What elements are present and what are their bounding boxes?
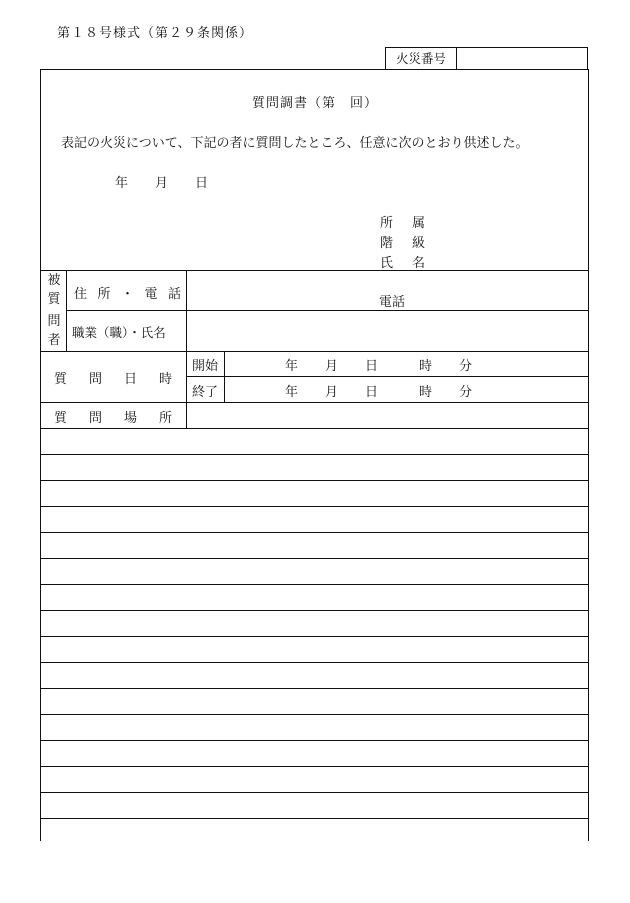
testimony-line bbox=[40, 714, 589, 715]
start-minute-unit: 分 bbox=[459, 359, 473, 374]
form-number: 第１８号様式（第２９条関係） bbox=[57, 26, 254, 41]
question-place-char: 質 bbox=[54, 411, 68, 426]
question-place-char: 問 bbox=[88, 411, 102, 426]
address-phone-char: 住 bbox=[74, 287, 88, 302]
question-place-label bbox=[54, 407, 172, 426]
end-label: 終了 bbox=[192, 385, 219, 400]
rank-char: 級 bbox=[411, 236, 425, 251]
testimony-line bbox=[40, 766, 589, 767]
table-rule bbox=[40, 402, 589, 403]
address-phone-char: 電 bbox=[144, 287, 158, 302]
subject-label-char: 者 bbox=[47, 333, 61, 348]
start-label: 開始 bbox=[192, 359, 219, 374]
date-year-label: 年 bbox=[115, 176, 129, 191]
name-char: 名 bbox=[411, 256, 425, 271]
subject-label-char: 被 bbox=[47, 273, 61, 288]
testimony-line bbox=[40, 636, 589, 637]
question-datetime-char: 日 bbox=[123, 372, 137, 387]
table-rule bbox=[40, 428, 589, 429]
start-month-unit: 月 bbox=[325, 359, 339, 374]
fire-number-field[interactable] bbox=[458, 48, 587, 69]
testimony-line bbox=[40, 818, 589, 819]
question-place-char: 場 bbox=[123, 411, 137, 426]
testimony-line bbox=[40, 558, 589, 559]
end-minute-unit: 分 bbox=[459, 385, 473, 400]
start-hour-unit: 時 bbox=[419, 359, 433, 374]
testimony-line bbox=[40, 584, 589, 585]
rank-char: 階 bbox=[380, 236, 394, 251]
address-phone-char: 所 bbox=[97, 287, 111, 302]
question-datetime-char: 時 bbox=[158, 372, 172, 387]
testimony-line bbox=[40, 610, 589, 611]
end-month-unit: 月 bbox=[325, 385, 339, 400]
table-rule bbox=[66, 310, 589, 311]
testimony-line bbox=[40, 662, 589, 663]
start-day-unit: 日 bbox=[365, 359, 379, 374]
table-rule bbox=[224, 351, 225, 402]
affiliation-char: 所 bbox=[380, 216, 394, 231]
testimony-line bbox=[40, 480, 589, 481]
question-datetime-char: 質 bbox=[54, 372, 68, 387]
address-phone-char: 話 bbox=[167, 287, 181, 302]
document-title: 質問調書（第 回） bbox=[251, 96, 378, 111]
occupation-name-label: 職業（職）・氏名 bbox=[72, 325, 166, 340]
address-phone-char: ・ bbox=[120, 287, 134, 302]
name-char: 氏 bbox=[380, 256, 394, 271]
question-datetime-label bbox=[54, 368, 172, 387]
date-month-label: 月 bbox=[155, 176, 169, 191]
testimony-line bbox=[40, 740, 589, 741]
address-phone-label bbox=[74, 283, 181, 302]
fire-number-label: 火災番号 bbox=[386, 48, 457, 69]
table-rule bbox=[40, 351, 589, 352]
fire-number-box bbox=[385, 47, 588, 69]
affiliation-label bbox=[380, 212, 425, 231]
name-label bbox=[380, 252, 425, 271]
end-day-unit: 日 bbox=[365, 385, 379, 400]
statement-text: 表記の火災について、下記の者に質問したところ、任意に次のとおり供述した。 bbox=[61, 136, 529, 151]
affiliation-char: 属 bbox=[411, 216, 425, 231]
table-rule bbox=[66, 270, 67, 351]
testimony-line bbox=[40, 532, 589, 533]
question-place-char: 所 bbox=[158, 411, 172, 426]
end-year-unit: 年 bbox=[285, 385, 299, 400]
testimony-line bbox=[40, 688, 589, 689]
start-year-unit: 年 bbox=[285, 359, 299, 374]
testimony-line bbox=[40, 454, 589, 455]
rank-label bbox=[380, 232, 425, 251]
subject-label-char: 質 bbox=[47, 292, 61, 307]
subject-label-char: 問 bbox=[47, 314, 61, 329]
table-rule bbox=[186, 376, 589, 377]
phone-label: 電話 bbox=[379, 295, 406, 310]
question-datetime-char: 問 bbox=[88, 372, 102, 387]
end-hour-unit: 時 bbox=[419, 385, 433, 400]
date-day-label: 日 bbox=[195, 176, 209, 191]
testimony-line bbox=[40, 506, 589, 507]
testimony-line bbox=[40, 792, 589, 793]
table-rule bbox=[186, 270, 187, 428]
table-rule bbox=[40, 270, 589, 271]
